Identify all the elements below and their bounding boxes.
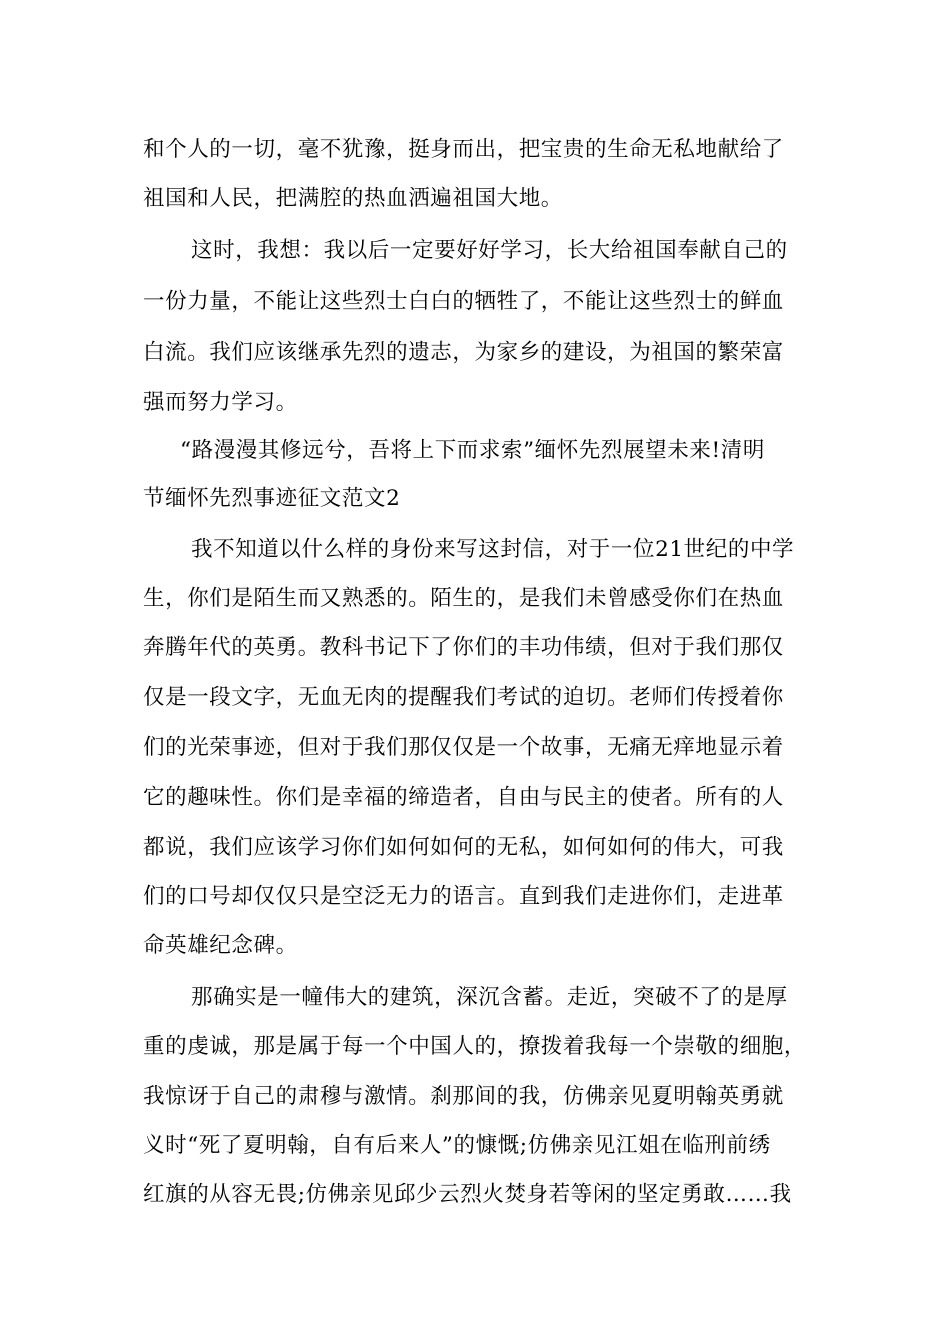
- text-line: 生，你们是陌生而又熟悉的。陌生的，是我们未曾感受你们在热血: [143, 586, 784, 611]
- paragraph-start-line: “路漫漫其修远兮，吾将上下而求索”缅怀先烈展望未来!清明: [180, 438, 765, 463]
- text-line: 强而努力学习。: [143, 390, 298, 415]
- text-line: 祖国和人民，把满腔的热血洒遍祖国大地。: [143, 186, 563, 211]
- text-line: 红旗的从容无畏;仿佛亲见邱少云烈火焚身若等闲的坚定勇敢……我: [143, 1182, 792, 1207]
- text-line: 都说，我们应该学习你们如何如何的无私，如何如何的伟大，可我: [143, 835, 784, 860]
- text-line: 们的光荣事迹，但对于我们那仅仅是一个故事，无痛无痒地显示着: [143, 735, 784, 760]
- paragraph-start-line: 我不知道以什么样的身份来写这封信，对于一位21世纪的中学: [191, 537, 795, 562]
- text-line: 我惊讶于自己的肃穆与激情。刹那间的我，仿佛亲见夏明翰英勇就: [143, 1084, 784, 1109]
- section-title-line: 节缅怀先烈事迹征文范文2: [143, 486, 401, 511]
- text-line: 白流。我们应该继承先烈的遗志，为家乡的建设，为祖国的繁荣富: [143, 340, 784, 365]
- paragraph-start-line: 那确实是一幢伟大的建筑，深沉含蓄。走近，突破不了的是厚: [191, 985, 788, 1010]
- text-line: 命英雄纪念碑。: [143, 933, 298, 958]
- text-line: 一份力量，不能让这些烈士白白的牺牲了，不能让这些烈士的鲜血: [143, 289, 784, 314]
- text-line: 和个人的一切，毫不犹豫，挺身而出，把宝贵的生命无私地献给了: [143, 137, 784, 162]
- text-line: 重的虔诚，那是属于每一个中国人的，撩拨着我每一个崇敬的细胞，: [143, 1034, 807, 1059]
- text-line: 仅是一段文字，无血无肉的提醒我们考试的迫切。老师们传授着你: [143, 685, 784, 710]
- text-line: 们的口号却仅仅只是空泛无力的语言。直到我们走进你们，走进革: [143, 884, 784, 909]
- paragraph-start-line: 这时，我想：我以后一定要好好学习，长大给祖国奉献自己的: [191, 238, 788, 263]
- text-line: 它的趣味性。你们是幸福的缔造者，自由与民主的使者。所有的人: [143, 785, 784, 810]
- text-line: 奔腾年代的英勇。教科书记下了你们的丰功伟绩，但对于我们那仅: [143, 635, 784, 660]
- text-line: 义时“死了夏明翰，自有后来人”的慷慨;仿佛亲见江姐在临刑前绣: [143, 1133, 771, 1158]
